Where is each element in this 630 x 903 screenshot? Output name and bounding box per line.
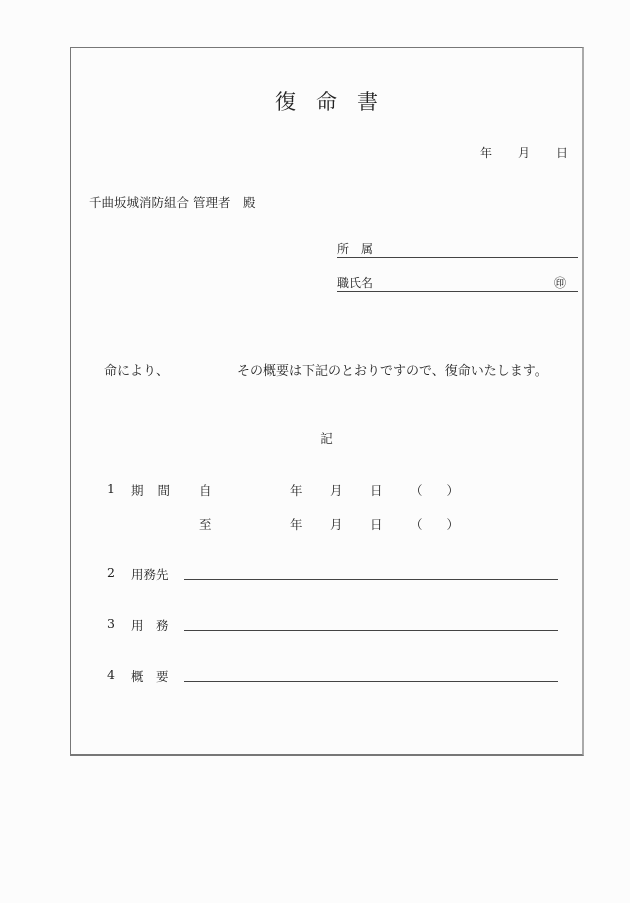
date-month-label: 月 [517, 146, 530, 160]
date-year-label: 年 [479, 146, 492, 160]
from-date-field[interactable] [290, 481, 469, 499]
item-number: 1 [107, 481, 115, 496]
body-prefix: 命により、 [104, 364, 170, 379]
document-title [71, 86, 582, 116]
weekday-paren: （ ） [410, 517, 469, 532]
year-label: 年 [290, 483, 303, 498]
title-char: 復 [275, 90, 296, 114]
destination-label: 用務先 [131, 567, 169, 582]
purpose-field[interactable] [184, 616, 558, 631]
year-label: 年 [290, 517, 303, 532]
affiliation-field[interactable] [337, 240, 578, 258]
ki-heading: 記 [320, 431, 333, 446]
purpose-label: 用 務 [131, 618, 169, 633]
period-label [131, 481, 184, 499]
body-text [104, 360, 548, 379]
destination-field[interactable] [184, 565, 558, 580]
to-label: 至 [199, 517, 212, 532]
name-field[interactable] [337, 274, 578, 292]
period-label-char: 間 [157, 483, 171, 498]
item-number: 3 [107, 616, 115, 631]
summary-field[interactable] [184, 667, 558, 682]
affiliation-label: 所 属 [337, 242, 374, 256]
addressee: 千曲坂城消防組合 管理者 殿 [89, 195, 256, 210]
title-char: 書 [357, 90, 378, 114]
to-date-field[interactable] [290, 515, 469, 533]
from-label: 自 [199, 483, 212, 498]
month-label: 月 [330, 517, 343, 532]
date-field[interactable] [454, 144, 568, 161]
period-label-char: 期 [131, 483, 144, 498]
title-char: 命 [316, 90, 337, 114]
item-number: 2 [107, 565, 115, 580]
body-suffix: その概要は下記のとおりですので、復命いたします。 [237, 364, 548, 379]
day-label: 日 [370, 483, 383, 498]
day-label: 日 [370, 517, 383, 532]
weekday-paren: （ ） [410, 483, 469, 498]
seal-icon: ㊞ [553, 276, 566, 290]
item-number: 4 [107, 667, 115, 682]
summary-label: 概 要 [131, 669, 169, 684]
date-day-label: 日 [555, 146, 568, 160]
name-label: 職氏名 [337, 276, 374, 290]
month-label: 月 [330, 483, 343, 498]
form-sheet [70, 47, 584, 756]
